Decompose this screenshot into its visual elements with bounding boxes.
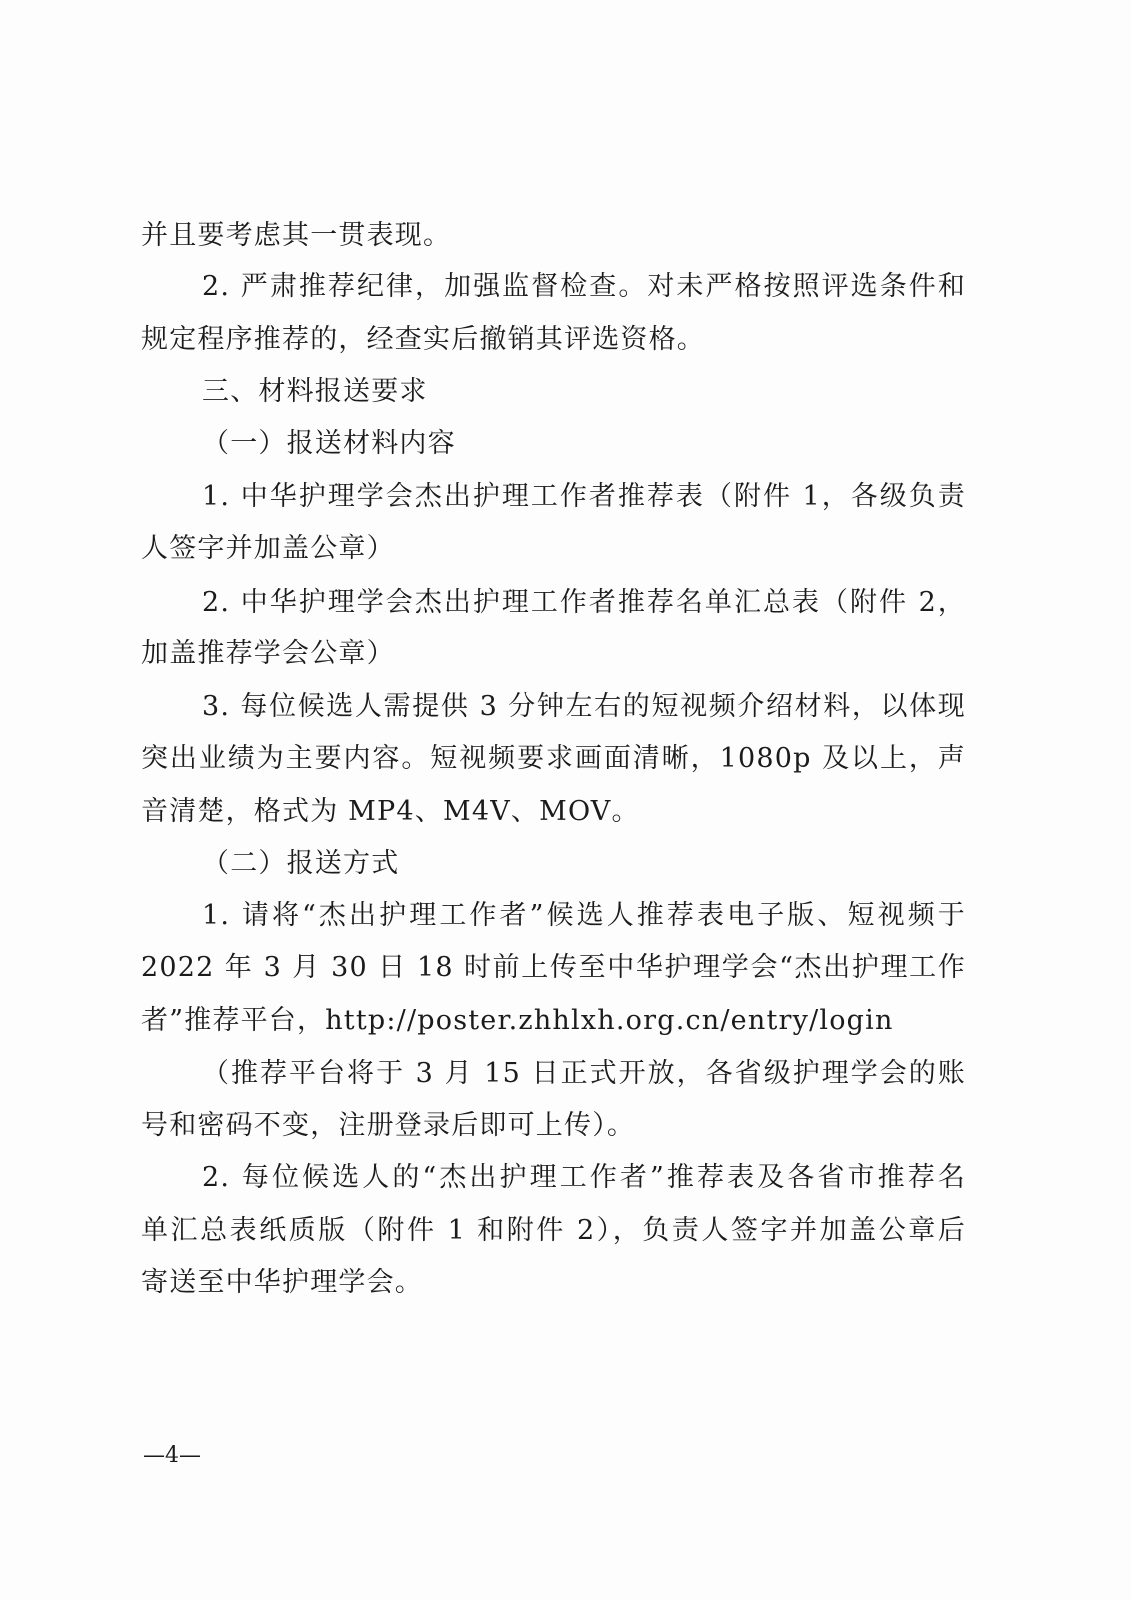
text-line-17: （推荐平台将于 3 月 15 日正式开放，各省级护理学会的账 (202, 1058, 966, 1089)
subsection-heading-content: （一）报送材料内容 (202, 428, 456, 459)
text-line-15: 2022 年 3 月 30 日 18 时前上传至中华护理学会“杰出护理工作 (141, 952, 966, 983)
text-line-3: 规定程序推荐的，经查实后撤销其评选资格。 (141, 324, 705, 355)
page-number: —4— (143, 1443, 201, 1468)
text-line-8: 2. 中华护理学会杰出护理工作者推荐名单汇总表（附件 2， (202, 587, 966, 618)
subsection-heading-method: （二）报送方式 (202, 848, 400, 879)
text-line-6: 1. 中华护理学会杰出护理工作者推荐表（附件 1，各级负责 (202, 481, 966, 512)
text-line-21: 寄送至中华护理学会。 (141, 1267, 423, 1298)
text-line-20: 单汇总表纸质版（附件 1 和附件 2），负责人签字并加盖公章后 (141, 1215, 966, 1246)
text-line-11: 突出业绩为主要内容。短视频要求画面清晰，1080p 及以上，声 (141, 743, 966, 774)
text-line-10: 3. 每位候选人需提供 3 分钟左右的短视频介绍材料，以体现 (202, 691, 966, 722)
section-heading-materials: 三、材料报送要求 (202, 376, 428, 407)
text-line-18: 号和密码不变，注册登录后即可上传）。 (141, 1110, 636, 1141)
text-line-19: 2. 每位候选人的“杰出护理工作者”推荐表及各省市推荐名 (202, 1162, 966, 1193)
text-line-12: 音清楚，格式为 MP4、M4V、MOV。 (141, 796, 640, 827)
text-line-1: 并且要考虑其一贯表现。 (141, 220, 452, 251)
text-line-14: 1. 请将“杰出护理工作者”候选人推荐表电子版、短视频于 (202, 900, 966, 931)
text-line-2: 2. 严肃推荐纪律，加强监督检查。对未严格按照评选条件和 (202, 271, 966, 302)
text-line-9: 加盖推荐学会公章） (141, 638, 395, 669)
text-line-7: 人签字并加盖公章） (141, 533, 395, 564)
text-line-16: 者”推荐平台，http://poster.zhhlxh.org.cn/entry/login (141, 1005, 894, 1036)
